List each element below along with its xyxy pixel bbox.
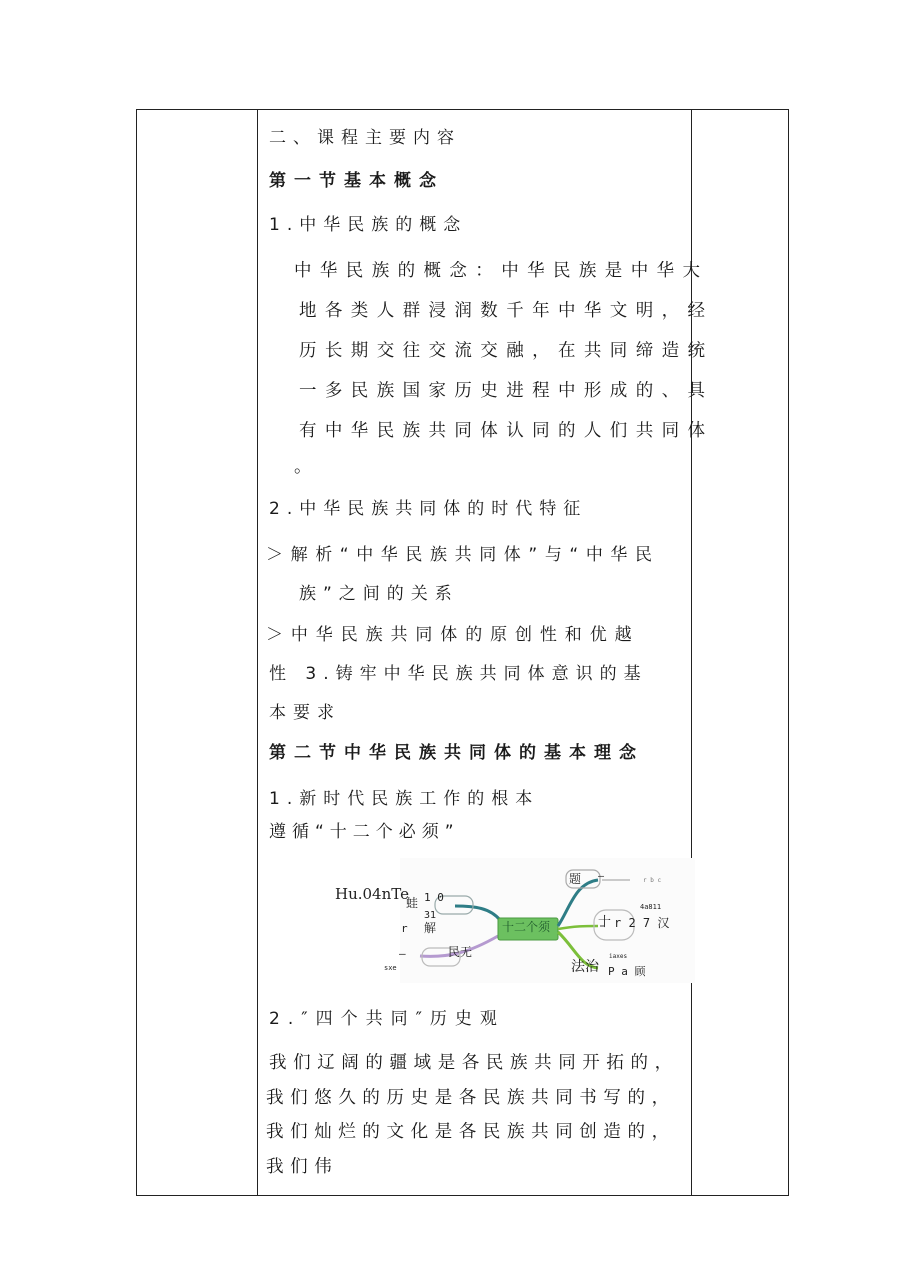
- mindmap-node-a: 蛙: [406, 896, 419, 910]
- table-column-divider-left: [257, 110, 258, 1195]
- mindmap-mid-tiny: 4a811: [640, 903, 662, 911]
- mindmap-mid-text: r 2 7 汉: [614, 916, 670, 930]
- bullet1-line2: 族”之间的关系: [299, 584, 459, 604]
- mindmap-top-dash: —: [598, 871, 605, 882]
- bullet1-line1: ＞解析“中华民族共同体”与“中华民: [266, 545, 660, 565]
- section2-title: 第二节中华民族共同体的基本理念: [269, 743, 644, 763]
- mindmap-bottom-text: P a 顾: [608, 965, 646, 978]
- section1-title: 第一节基本概念: [269, 171, 444, 191]
- concept-line-6: 。: [294, 457, 320, 477]
- concept-line-4: 一多民族国家历史进程中形成的、具: [299, 381, 714, 401]
- section1-item2-title: 2.中华民族共同体的时代特征: [269, 499, 588, 519]
- section2-item1-line1: 1.新时代民族工作的根本: [269, 789, 540, 809]
- mindmap-node-r: r: [401, 922, 408, 935]
- mindmap-center-node: 十二个须: [502, 920, 551, 934]
- bullet2-line2: 性 3.铸牢中华民族共同体意识的基: [269, 664, 648, 684]
- history-line-2: 我们悠久的历史是各民族共同书写的，: [266, 1088, 676, 1108]
- concept-line-5: 有中华民族共同体认同的人们共同体: [299, 421, 714, 441]
- concept-line-1: 中华民族的概念：中华民族是中华大: [294, 261, 709, 281]
- history-line-4: 我们伟: [266, 1157, 339, 1177]
- mindmap-top-tiny: r b c: [643, 877, 662, 884]
- bullet2-line1: ＞中华民族共同体的原创性和优越: [266, 625, 640, 645]
- concept-line-2: 地各类人群浸润数千年中华文明，经: [299, 301, 714, 321]
- section-heading: 二、课程主要内容: [269, 128, 461, 148]
- history-line-1: 我们辽阔的疆域是各民族共同开拓的，: [269, 1053, 679, 1073]
- mindmap-bottom-branch: 法治: [571, 959, 599, 975]
- mindmap-node-b: 解: [424, 921, 437, 935]
- section2-item1-line2: 遵循“十二个必须”: [269, 822, 460, 842]
- mindmap-sxe: sxe: [384, 964, 397, 972]
- mindmap-min-wu: 民无: [448, 945, 473, 959]
- mindmap-left-label: Hu.04nTe: [335, 885, 409, 903]
- history-line-3: 我们灿烂的文化是各民族共同创造的，: [266, 1122, 676, 1142]
- mindmap-node-b-num: 31: [424, 910, 437, 921]
- bullet2-line3: 本要求: [269, 703, 341, 723]
- mindmap-node-a-num: 1 0: [424, 891, 444, 904]
- mindmap-dash: —: [399, 947, 406, 960]
- section1-item1-title: 1.中华民族的概念: [269, 215, 468, 235]
- concept-line-3: 历长期交往交流交融，在共同缔造统: [299, 341, 714, 361]
- mindmap-mid-cross: 十: [598, 915, 612, 930]
- mindmap-bottom-tiny: iaxes: [609, 953, 628, 960]
- mindmap-top-branch: 题: [569, 872, 582, 886]
- section2-item2-title: 2.″四个共同″历史观: [269, 1009, 505, 1029]
